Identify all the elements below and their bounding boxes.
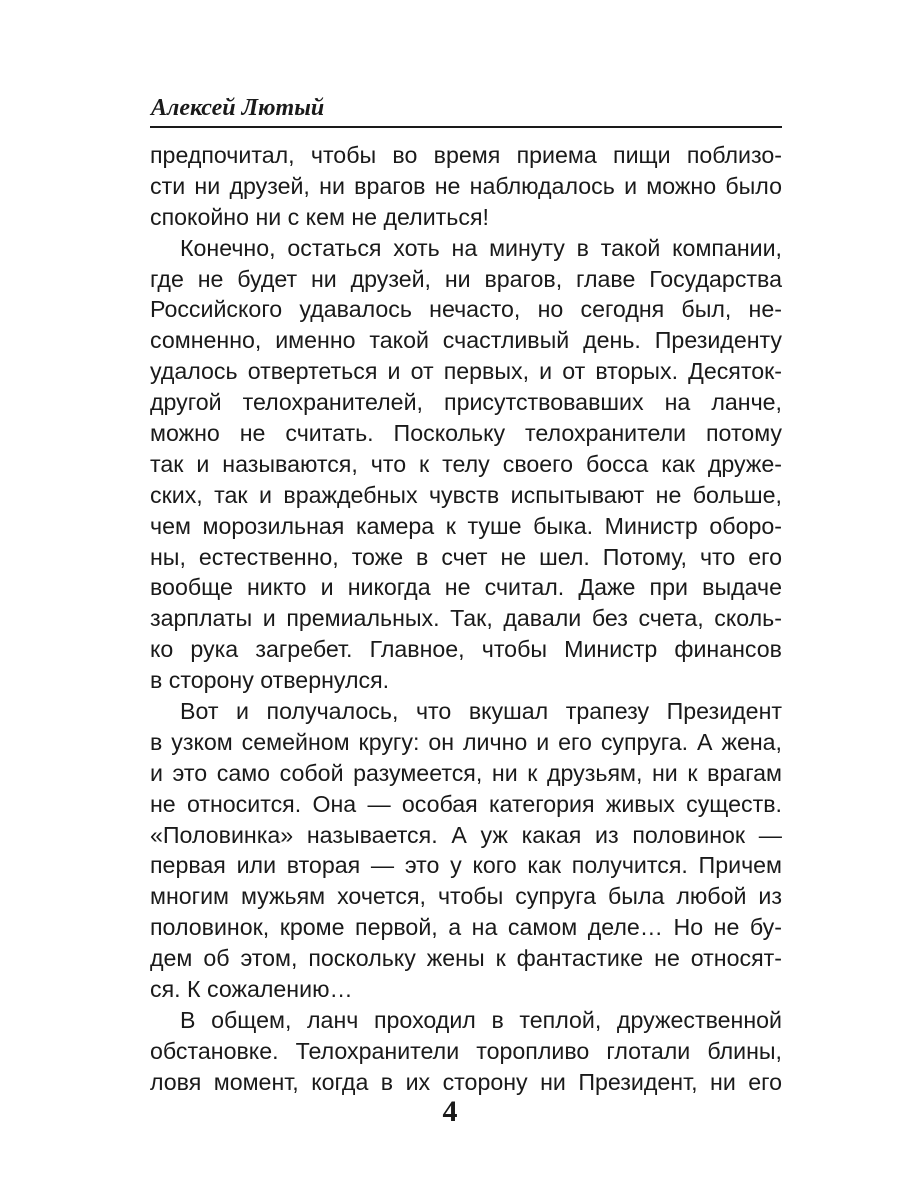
text-line: сти ни друзей, ни врагов не наблюдалось и можно было <box>150 172 782 199</box>
text-line: ских, так и враждебных чувств испытывают не больше, <box>150 481 782 508</box>
text-line: В общем, ланч проходил в теплой, дружественной <box>180 1006 782 1033</box>
text-line: и это само собой разумеется, ни к друзьям, ни к врагам <box>150 759 782 786</box>
text-line: спокойно ни с кем не делиться! <box>150 203 489 230</box>
text-line: ся. К сожалению… <box>150 976 353 1003</box>
text-line: Конечно, остаться хоть на минуту в такой компании, <box>180 234 782 261</box>
text-line: ны, естественно, тоже в счет не шел. Потому, что его <box>150 543 782 570</box>
text-line: так и называются, что к телу своего босса как друже- <box>150 450 782 477</box>
text-line: предпочитал, чтобы во время приема пищи поблизо- <box>150 142 782 168</box>
text-line: сомненно, именно такой счастливый день. Президенту <box>150 327 782 354</box>
text-line: в сторону отвернулся. <box>150 667 390 694</box>
text-line: Вот и получалось, что вкушал трапезу Президент <box>180 698 782 725</box>
page-number: 4 <box>442 1095 458 1128</box>
text-line: другой телохранителей, присутствовавших на ланче, <box>150 389 782 416</box>
text-line: ловя момент, когда в их сторону ни Президент, ни его <box>150 1068 782 1095</box>
text-line: вообще никто и никогда не считал. Даже при выдаче <box>150 574 782 601</box>
text-line: зарплаты и премиальных. Так, давали без счета, сколь- <box>150 605 782 632</box>
body-text <box>150 140 782 1098</box>
text-line: в узком семейном кругу: он лично и его супруга. А жена, <box>150 728 782 755</box>
text-line: половинок, кроме первой, а на самом деле… Но не бу- <box>150 914 782 941</box>
text-line: дем об этом, поскольку жены к фантастике не относят- <box>150 945 782 972</box>
text-line: многим мужьям хочется, чтобы супруга была любой из <box>150 883 782 910</box>
text-line: не относится. Она — особая категория живых существ. <box>150 790 782 817</box>
text-line: чем морозильная камера к туше быка. Министр оборо- <box>150 512 782 539</box>
text-line: где не будет ни друзей, ни врагов, главе Государства <box>150 265 782 292</box>
author-name: Алексей Лютый <box>151 95 325 121</box>
text-line: можно не считать. Поскольку телохранители потому <box>150 420 782 447</box>
text-line: удалось отвертеться и от первых, и от вторых. Десяток- <box>150 358 782 385</box>
text-line: первая или вторая — это у кого как получится. Причем <box>150 852 782 879</box>
running-header <box>150 94 782 122</box>
text-line: «Половинка» называется. А уж какая из половинок — <box>150 821 782 848</box>
text-line: Российского удавалось нечасто, но сегодня был, не- <box>150 296 782 323</box>
text-line: обстановке. Телохранители торопливо глотали блины, <box>150 1037 782 1064</box>
header-rule <box>150 126 782 128</box>
text-line: ко рука загребет. Главное, чтобы Министр финансов <box>150 636 782 663</box>
